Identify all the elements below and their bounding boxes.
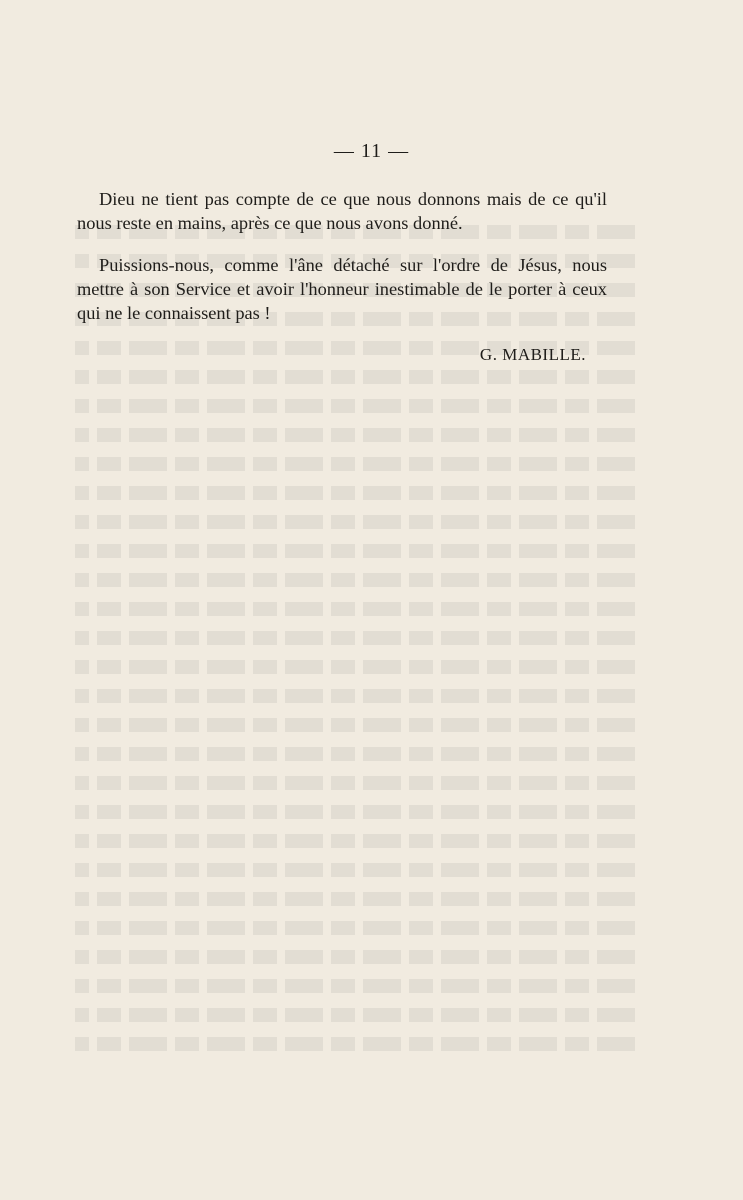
page-number: — 11 — <box>333 140 410 162</box>
paragraph-1: Dieu ne tient pas compte de ce que nous donnons mais de ce qu'il nous reste en mains, après ce que nous avons donné. <box>77 189 607 233</box>
paragraph-2: Puissions-nous, comme l'âne détaché sur l'ordre de Jésus, nous mettre à son Service et avoir l'honneur inestimable de le porter à ceux qui ne le connaissent pas ! <box>77 255 607 323</box>
signature-text: G. MABILLE. <box>479 345 586 364</box>
body-text <box>77 187 607 343</box>
author-signature <box>480 345 586 365</box>
